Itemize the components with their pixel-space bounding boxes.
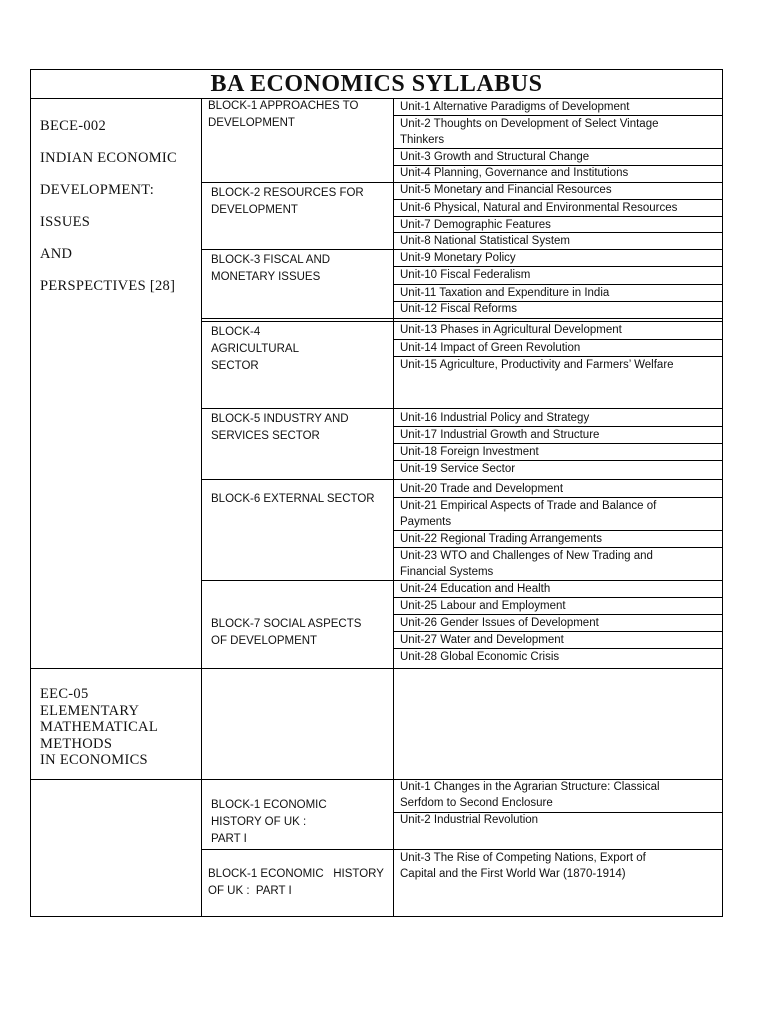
table-border-bottom (30, 916, 723, 917)
block-title: SERVICES SECTOR (211, 430, 320, 442)
course-name-line: MATHEMATICAL (40, 719, 158, 735)
unit-label: Serfdom to Second Enclosure (400, 797, 553, 809)
course-name-line: IN ECONOMICS (40, 752, 148, 768)
unit-label: Unit-27 Water and Development (400, 634, 564, 646)
block-title: BLOCK-5 INDUSTRY AND (211, 413, 349, 425)
course-name-line: AND (40, 246, 73, 262)
block-title: BLOCK-3 FISCAL AND (211, 254, 331, 266)
unit-label: Unit-18 Foreign Investment (400, 446, 539, 458)
unit-label: Capital and the First World War (1870-1914) (400, 868, 626, 880)
unit-label: Unit-8 National Statistical System (400, 235, 571, 247)
unit-label: Unit-2 Industrial Revolution (400, 814, 539, 826)
course-name-line: DEVELOPMENT: (40, 182, 155, 198)
unit-label: Unit-4 Planning, Governance and Institutions (400, 167, 629, 179)
column-divider-1 (201, 98, 202, 917)
block-title: BLOCK-6 EXTERNAL SECTOR (211, 493, 375, 505)
unit-label: Unit-15 Agriculture, Productivity and Farmers’ Welfare (400, 359, 674, 371)
unit-label: Thinkers (400, 134, 445, 146)
unit-label: Unit-3 The Rise of Competing Nations, Export of (400, 852, 646, 864)
column-divider-2 (393, 98, 394, 917)
unit-label: Unit-1 Alternative Paradigms of Development (400, 101, 630, 113)
unit-label: Unit-13 Phases in Agricultural Development (400, 324, 622, 336)
unit-label: Payments (400, 516, 452, 528)
block-title: PART I (211, 833, 247, 845)
unit-label: Unit-25 Labour and Employment (400, 600, 566, 612)
unit-label: Unit-26 Gender Issues of Development (400, 617, 599, 629)
page-title: BA ECONOMICS SYLLABUS (210, 71, 543, 97)
block-title: BLOCK-4 (211, 326, 261, 338)
block-divider (201, 318, 723, 319)
unit-label: Unit-28 Global Economic Crisis (400, 651, 560, 663)
block-title: DEVELOPMENT (211, 204, 298, 216)
block-title: SECTOR (211, 360, 259, 372)
unit-label: Unit-23 WTO and Challenges of New Trading and (400, 550, 653, 562)
unit-label: Unit-11 Taxation and Expenditure in India (400, 287, 610, 299)
course-name-line: ELEMENTARY (40, 703, 140, 719)
unit-label: Unit-16 Industrial Policy and Strategy (400, 412, 590, 424)
unit-label: Unit-14 Impact of Green Revolution (400, 342, 581, 354)
block-title: BLOCK-1 ECONOMIC (211, 799, 327, 811)
block-title: OF UK : PART I (208, 885, 292, 897)
block-title: BLOCK-2 RESOURCES FOR (211, 187, 364, 199)
block-title: MONETARY ISSUES (211, 271, 321, 283)
unit-label: Unit-6 Physical, Natural and Environmental Resources (400, 202, 678, 214)
unit-label: Financial Systems (400, 566, 494, 578)
block-title: OF DEVELOPMENT (211, 635, 318, 647)
block-title: BLOCK-1 APPROACHES TO (208, 100, 359, 112)
unit-label: Unit-9 Monetary Policy (400, 252, 516, 264)
table-border-left (30, 69, 31, 917)
unit-label: Unit-21 Empirical Aspects of Trade and Balance of (400, 500, 657, 512)
section-divider-1 (30, 668, 723, 669)
unit-label: Unit-5 Monetary and Financial Resources (400, 184, 612, 196)
unit-label: Unit-12 Fiscal Reforms (400, 303, 517, 315)
block-title: BLOCK-7 SOCIAL ASPECTS (211, 618, 362, 630)
unit-label: Unit-20 Trade and Development (400, 483, 564, 495)
unit-label: Unit-7 Demographic Features (400, 219, 551, 231)
course-code: EEC-05 (40, 686, 89, 702)
block-title: BLOCK-1 ECONOMIC HISTORY (208, 868, 384, 880)
course-name-line: METHODS (40, 736, 113, 752)
unit-label: Unit-2 Thoughts on Development of Select Vintage (400, 118, 659, 130)
course-name-line: PERSPECTIVES [28] (40, 278, 176, 294)
unit-label: Unit-19 Service Sector (400, 463, 516, 475)
unit-label: Unit-17 Industrial Growth and Structure (400, 429, 600, 441)
block-title: HISTORY OF UK : (211, 816, 307, 828)
table-border-right (722, 69, 723, 917)
unit-label: Unit-10 Fiscal Federalism (400, 269, 531, 281)
unit-label: Unit-24 Education and Health (400, 583, 551, 595)
unit-label: Unit-22 Regional Trading Arrangements (400, 533, 603, 545)
course-code: BECE-002 (40, 118, 107, 134)
block-divider (201, 408, 723, 409)
block-title: DEVELOPMENT (208, 117, 295, 129)
block-divider (201, 479, 723, 480)
block-title: AGRICULTURAL (211, 343, 299, 355)
unit-label: Unit-1 Changes in the Agrarian Structure: Classical (400, 781, 660, 793)
unit-label: Unit-3 Growth and Structural Change (400, 151, 590, 163)
course-name-line: INDIAN ECONOMIC (40, 150, 178, 166)
course-name-line: ISSUES (40, 214, 91, 230)
